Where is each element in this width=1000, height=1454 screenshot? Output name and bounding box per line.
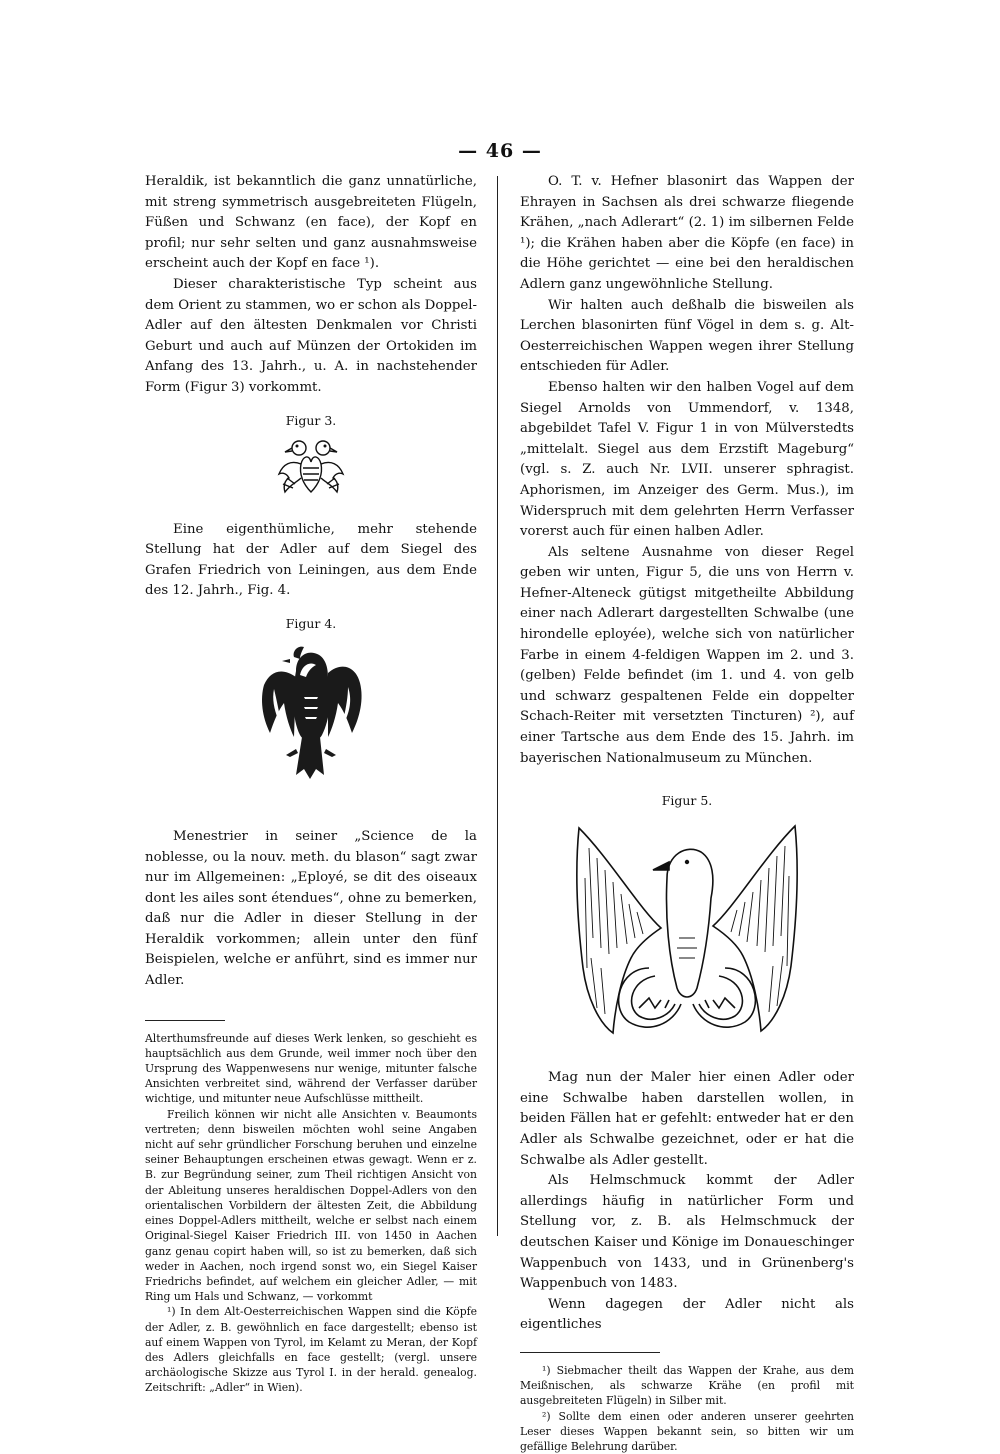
footnote-rule	[520, 1352, 660, 1353]
page-number: — 46 —	[458, 140, 542, 162]
right-paragraph-5: Mag nun der Maler hier einen Adler oder eine Schwalbe haben darstellen wollen, in beiden Fällen hat er gefehlt: entweder hat er den Adler als Schwalbe gezeichnet, oder er hat die Schwalbe als Adler gestellt.	[520, 1070, 854, 1168]
right-paragraph-1: O. T. v. Hefner blasonirt das Wappen der Ehrayen in Sachsen als drei schwarze fliegende Krähen, „nach Adlerart“ (2. 1) im silbernen Felde ¹); die Krähen haben aber die Köpfe (en face) in die Höhe gerichtet — eine bei den heraldischen Adlern ganz ungewöhnliche Stellung.	[520, 174, 854, 292]
left-paragraph-3: Eine eigenthümliche, mehr stehende Stellung hat der Adler auf dem Siegel des Grafen Friedrich von Leiningen, aus dem Ende des 12. Jahrh., Fig. 4.	[145, 521, 477, 599]
left-footnote-1: ¹) In dem Alt-Oesterreichischen Wappen sind die Köpfe der Adler, z. B. gewöhnlich en face dargestellt; ebenso ist auf einem Wappen von Tyrol, im Kelamt zu Meran, der Kopf des Adlers gleichfalls en face gestellt; (vergl. unsere archäologische Skizze aus Tyrol I. in der herald. genealog. Zeitschrift: „Adler“ in Wien).	[145, 1305, 477, 1395]
figure-5-swallow-eploye-icon	[569, 818, 805, 1048]
left-footnote-paragraph: Freilich können wir nicht alle Ansichten v. Beaumonts vertreten; denn bisweilen möchten wohl seine Angaben nicht auf sehr gründlicher Forschung beruhen und einzelne seiner Behauptungen erscheinen etwas gewagt. Wenn er z. B. zur Begründung seiner, zum Theil richtigen Ansicht von der Ableitung unseres heraldischen Doppel-Adlers von den orientalischen Vorbildern der ältesten Zeit, die Abbildung eines Doppel-Adlers mittheilt, welche er selbst nach einem Original-Siegel Kaiser Friedrich III. von 1450 in Aachen ganz genau copirt haben will, so ist zu bemerken, daß sich weder in Aachen, noch irgend sonst wo, ein Siegel Kaiser Friedrichs befindet, auf welchem ein gleicher Adler, — mit Ring um Hals und Schwanz, — vorkommt	[145, 1107, 477, 1304]
figure-3-double-eagle-icon	[273, 434, 349, 498]
column-divider	[497, 176, 498, 1236]
left-column	[145, 172, 477, 1396]
right-paragraph-4: Als seltene Ausnahme von dieser Regel geben wir unten, Figur 5, die uns von Herrn v. Hefner-Alteneck gütigst mitgetheilte Abbildung einer nach Adlerart dargestellten Schwalbe (une hirondelle eployée), welche sich von natürlicher Farbe in einem 4-feldigen Wappen im 2. und 3. (gelben) Felde befindet (im 1. und 4. von gelb und schwarz gespaltenen Felde ein doppelter Schach-Reiter mit versetzten Tincturen) ²), auf einer Tartsche aus dem Ende des 15. Jahrh. im bayerischen Nationalmuseum zu München.	[520, 544, 854, 766]
right-footnote-2: ²) Sollte dem einen oder anderen unserer geehrten Leser dieses Wappen bekannt sein, so bitten wir um gefällige Belehrung darüber.	[520, 1409, 854, 1453]
left-paragraph-2: Dieser charakteristische Typ scheint aus dem Orient zu stammen, wo er schon als Doppel-Adler auf den ältesten Denkmalen vor Christi Geburt und auch auf Münzen der Ortokiden im Anfang des 13. Jahrh., u. A. in nachstehender Form (Figur 3) vorkommt.	[145, 276, 477, 395]
figure-4-standing-eagle-icon	[256, 637, 366, 787]
left-paragraph-1: Heraldik, ist bekanntlich die ganz unnatürliche, mit streng symmetrisch ausgebreiteten Flügeln, Füßen und Schwanz (en face), der Kopf en profil; nur sehr selten und ganz ausnahmsweise erscheint auch der Kopf en face ¹).	[145, 174, 477, 272]
right-paragraph-6: Als Helmschmuck kommt der Adler allerdings häufig in natürlicher Form und Stellung vor, z. B. als Helmschmuck der deutschen Kaiser und Könige im Donaueschinger Wappenbuch von 1433, und in Grünenberg's Wappenbuch von 1483.	[520, 1173, 854, 1292]
footnote-rule	[145, 1020, 225, 1021]
right-footnote-1: ¹) Siebmacher theilt das Wappen der Krahe, aus dem Meißnischen, als schwarze Krähe (en profil mit ausgebreiteten Flügeln) in Silber mit.	[520, 1363, 854, 1408]
right-paragraph-2: Wir halten auch deßhalb die bisweilen als Lerchen blasonirten fünf Vögel in dem s. g. Alt-Oesterreichischen Wappen wegen ihrer Stellung entschieden für Adler.	[520, 297, 854, 375]
right-paragraph-3: Ebenso halten wir den halben Vogel auf dem Siegel Arnolds von Ummendorf, v. 1348, abgebildet Tafel V. Figur 1 in von Mülverstedts „mittelalt. Siegel aus dem Erzstift Mageburg“ (vgl. s. Z. auch Nr. LVII. unserer sphragist. Aphorismen, im Anzeiger des Germ. Mus.), im Widerspruch mit dem gelehrten Herrn Verfasser vorerst auch für einen halben Adler.	[520, 379, 854, 540]
figure-3-label: Figur 3.	[285, 412, 337, 428]
right-column	[520, 172, 854, 1454]
left-paragraph-4: Menestrier in seiner „Science de la noblesse, ou la nouv. meth. du blason“ sagt zwar nur im Allgemeinen: „Eployé, se dit des oiseaux dont les ailes sont étendues“, ohne zu bemerken, daß nur die Adler in dieser Stellung in der Heraldik vorkommen; allein unter den fünf Beispielen, welche er anführt, sind es immer nur Adler.	[145, 828, 477, 989]
right-paragraph-7: Wenn dagegen der Adler nicht als eigentliches	[520, 1296, 854, 1333]
left-footnote-continuation: Alterthumsfreunde auf dieses Werk lenken, so geschieht es hauptsächlich aus dem Grunde, weil immer noch über den Ursprung des Wappenwesens nur wenige, mitunter falsche Ansichten verbreitet sind, während der Verfasser darüber wichtige, und mitunter neue Aufschlüsse mittheilt.	[145, 1031, 477, 1106]
figure-5-label: Figur 5.	[661, 793, 713, 809]
figure-4-label: Figur 4.	[285, 615, 337, 631]
